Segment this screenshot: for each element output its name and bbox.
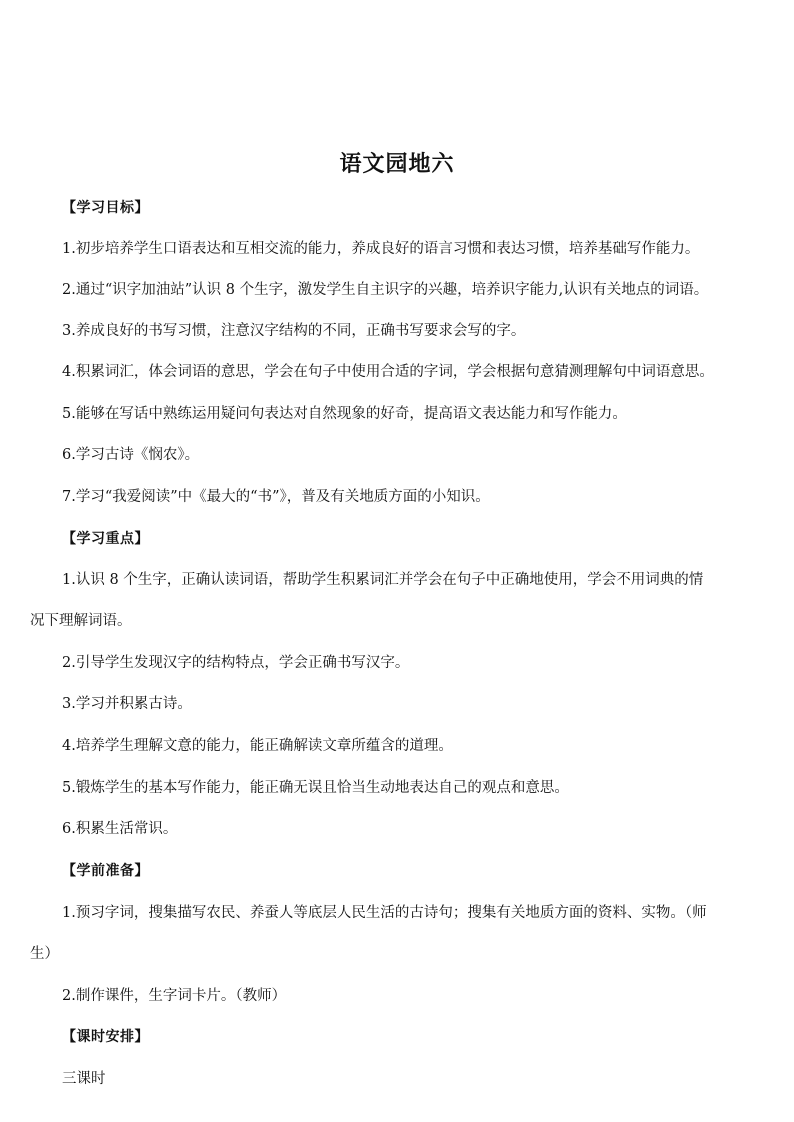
section-heading-objectives: 【学习目标】 — [62, 200, 149, 216]
key-point-item-2: 2.引导学生发现汉字的结构特点，学会正确书写汉字。 — [62, 655, 410, 671]
document-title: 语文园地六 — [339, 152, 455, 177]
objective-item-6: 6.学习古诗《悯农》。 — [62, 447, 200, 463]
key-point-item-4: 4.培养学生理解文意的能力，能正确解读文章所蕴含的道理。 — [62, 738, 453, 754]
preparation-item-1: 1.预习字词，搜集描写农民、养蚕人等底层人民生活的古诗句；搜集有关地质方面的资料、实物。（师 — [62, 905, 707, 921]
objective-item-5: 5.能够在写话中熟练运用疑问句表达对自然现象的好奇，提高语文表达能力和写作能力。 — [62, 406, 627, 422]
objective-item-2: 2.通过“识字加油站”认识 8 个生字，激发学生自主识字的兴趣，培养识字能力,认识有关地点的词语。 — [62, 282, 709, 298]
key-point-item-1: 1.认识 8 个生字，正确认读词语，帮助学生积累词汇并学会在句子中正确地使用，学会不用词典的情 — [62, 572, 704, 588]
schedule-text: 三课时 — [62, 1071, 106, 1087]
objective-item-1: 1.初步培养学生口语表达和互相交流的能力，养成良好的语言习惯和表达习惯，培养基础写作能力。 — [62, 241, 700, 257]
objective-item-7: 7.学习“我爱阅读”中《最大的“书”》，普及有关地质方面的小知识。 — [62, 489, 490, 505]
section-heading-preparation: 【学前准备】 — [62, 863, 149, 879]
key-point-item-5: 5.锻炼学生的基本写作能力，能正确无误且恰当生动地表达自己的观点和意思。 — [62, 780, 569, 796]
preparation-item-2: 2.制作课件，生字词卡片。（教师） — [62, 988, 287, 1004]
key-point-item-6: 6.积累生活常识。 — [62, 821, 178, 837]
objective-item-4: 4.积累词汇，体会词语的意思，学会在句子中使用合适的字词，学会根据句意猜测理解句中词语意思。 — [62, 364, 714, 380]
section-heading-key-points: 【学习重点】 — [62, 531, 149, 547]
section-heading-schedule: 【课时安排】 — [62, 1029, 149, 1045]
key-point-item-3: 3.学习并积累古诗。 — [62, 696, 192, 712]
objective-item-3: 3.养成良好的书写习惯，注意汉字结构的不同，正确书写要求会写的字。 — [62, 323, 526, 339]
key-point-item-1-continued: 况下理解词语。 — [30, 613, 132, 629]
preparation-item-1-continued: 生） — [30, 946, 59, 962]
